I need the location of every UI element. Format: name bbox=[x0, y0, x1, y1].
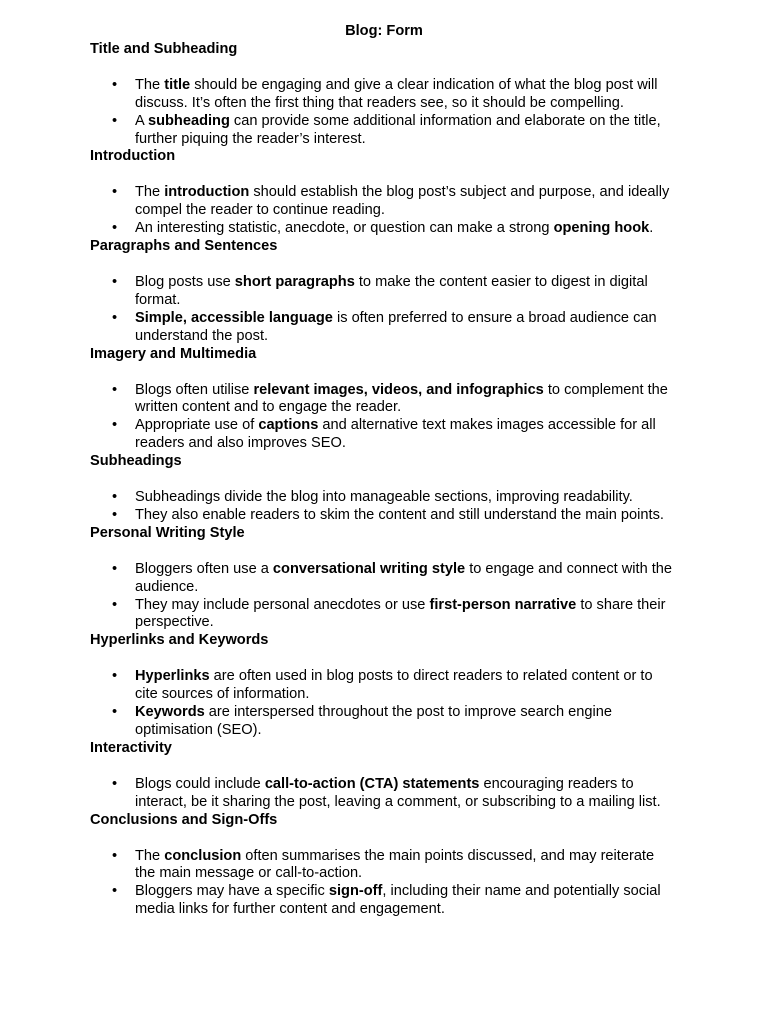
bullet-text: They may include personal anecdotes or use bbox=[135, 596, 430, 613]
bullet-text: The bbox=[135, 847, 165, 864]
bold-term: Keywords bbox=[135, 704, 205, 721]
bullet-list bbox=[90, 382, 678, 454]
bullet-text: , including their name and potentially social media links for further content and engagement. bbox=[135, 883, 661, 918]
bullet-list bbox=[90, 776, 678, 812]
bold-term: opening hook bbox=[553, 220, 650, 237]
bullet-text: encouraging readers to interact, be it sharing the post, leaving a comment, or subscribing to a mailing list. bbox=[135, 775, 661, 810]
bold-term: conclusion bbox=[164, 847, 242, 864]
bullet-text: Appropriate use of bbox=[135, 417, 259, 434]
section-heading: Conclusions and Sign-Offs bbox=[90, 811, 278, 828]
bullet-text: Subheadings divide the blog into manageable sections, improving readability. bbox=[135, 489, 633, 506]
bullet-text: are often used in blog posts to direct readers to related content or to cite sources of information. bbox=[135, 668, 653, 703]
bullet-text: can provide some additional information and elaborate on the title, further piquing the reader’s interest. bbox=[135, 112, 661, 147]
bullet-text: They also enable readers to skim the content and still understand the main points. bbox=[135, 506, 664, 523]
section bbox=[90, 346, 678, 454]
section-heading: Paragraphs and Sentences bbox=[90, 238, 278, 255]
bullet-text: should be engaging and give a clear indication of what the blog post will discuss. It’s often the first thing that readers see, so it should be compelling. bbox=[135, 76, 658, 111]
bullet-item bbox=[135, 561, 678, 597]
bullet-text: Blog posts use bbox=[135, 273, 235, 290]
bold-term: conversational writing style bbox=[272, 560, 466, 577]
section-heading: Introduction bbox=[90, 148, 176, 165]
section bbox=[90, 632, 678, 740]
bullet-text: to engage and connect with the audience. bbox=[135, 560, 673, 595]
bullet-text: The bbox=[135, 76, 165, 93]
bullet-text: The bbox=[135, 184, 165, 201]
document-body bbox=[90, 41, 678, 919]
section bbox=[90, 238, 678, 346]
section-heading: Interactivity bbox=[90, 739, 172, 756]
bullet-item bbox=[135, 597, 678, 633]
bullet-list bbox=[90, 668, 678, 740]
bold-term: call-to-action (CTA) statements bbox=[264, 775, 480, 792]
bullet-list bbox=[90, 489, 678, 525]
document-title: Blog: Form bbox=[345, 23, 423, 39]
section bbox=[90, 812, 678, 920]
bullet-text: Bloggers may have a specific bbox=[135, 883, 329, 900]
bold-term: Hyperlinks bbox=[135, 668, 210, 685]
bullet-text: An interesting statistic, anecdote, or question can make a strong bbox=[135, 220, 554, 237]
bullet-text: to complement the written content and to engage the reader. bbox=[135, 381, 668, 416]
bullet-item bbox=[135, 668, 678, 704]
section-heading: Imagery and Multimedia bbox=[90, 345, 257, 362]
bullet-list bbox=[90, 561, 678, 633]
section bbox=[90, 525, 678, 633]
bullet-list bbox=[90, 274, 678, 346]
bullet-text: to make the content easier to digest in digital format. bbox=[135, 273, 648, 308]
bullet-item bbox=[135, 776, 678, 812]
bullet-text: . bbox=[649, 220, 654, 237]
bullet-item bbox=[135, 220, 678, 238]
bullet-list bbox=[90, 184, 678, 238]
bullet-item bbox=[135, 184, 678, 220]
bold-term: introduction bbox=[164, 184, 250, 201]
bullet-list bbox=[90, 77, 678, 149]
bullet-text: should establish the blog post’s subject and purpose, and ideally compel the reader to continue reading. bbox=[135, 184, 670, 219]
bullet-item bbox=[135, 507, 678, 525]
section-heading: Personal Writing Style bbox=[90, 524, 245, 541]
section-heading: Title and Subheading bbox=[90, 40, 238, 57]
bullet-item bbox=[135, 113, 678, 149]
bullet-item bbox=[135, 848, 678, 884]
bullet-text: is often preferred to ensure a broad audience can understand the post. bbox=[135, 309, 657, 344]
section-heading: Hyperlinks and Keywords bbox=[90, 632, 269, 649]
bullet-text: and alternative text makes images accessible for all readers and also improves SEO. bbox=[135, 417, 656, 452]
bullet-text: to share their perspective. bbox=[135, 596, 666, 631]
bullet-item bbox=[135, 77, 678, 113]
section bbox=[90, 41, 678, 149]
bold-term: captions bbox=[258, 417, 319, 434]
bullet-text: A bbox=[135, 112, 148, 129]
bullet-item bbox=[135, 489, 678, 507]
bullet-item bbox=[135, 382, 678, 418]
bullet-text: are interspersed throughout the post to improve search engine optimisation (SEO). bbox=[135, 704, 612, 738]
bullet-item bbox=[135, 883, 678, 919]
section bbox=[90, 148, 678, 238]
bullet-item bbox=[135, 704, 678, 740]
bullet-text: Blogs often utilise bbox=[135, 381, 254, 398]
bullet-text: Bloggers often use a bbox=[135, 560, 273, 577]
bullet-text: Blogs could include bbox=[135, 775, 265, 792]
section bbox=[90, 453, 678, 525]
bold-term: relevant images, videos, and infographics bbox=[253, 381, 544, 398]
bold-term: Simple, accessible language bbox=[135, 309, 333, 326]
bold-term: sign-off bbox=[328, 883, 383, 900]
bullet-text: often summarises the main points discussed, and may reiterate the main message or call-to-action. bbox=[135, 847, 655, 882]
section bbox=[90, 740, 678, 812]
bold-term: subheading bbox=[147, 112, 230, 129]
bullet-list bbox=[90, 848, 678, 920]
bullet-item bbox=[135, 274, 678, 310]
bullet-item bbox=[135, 417, 678, 453]
bold-term: title bbox=[164, 76, 191, 93]
bold-term: first-person narrative bbox=[429, 596, 577, 613]
section-heading: Subheadings bbox=[90, 453, 182, 470]
bold-term: short paragraphs bbox=[234, 273, 355, 290]
bullet-item bbox=[135, 310, 678, 346]
